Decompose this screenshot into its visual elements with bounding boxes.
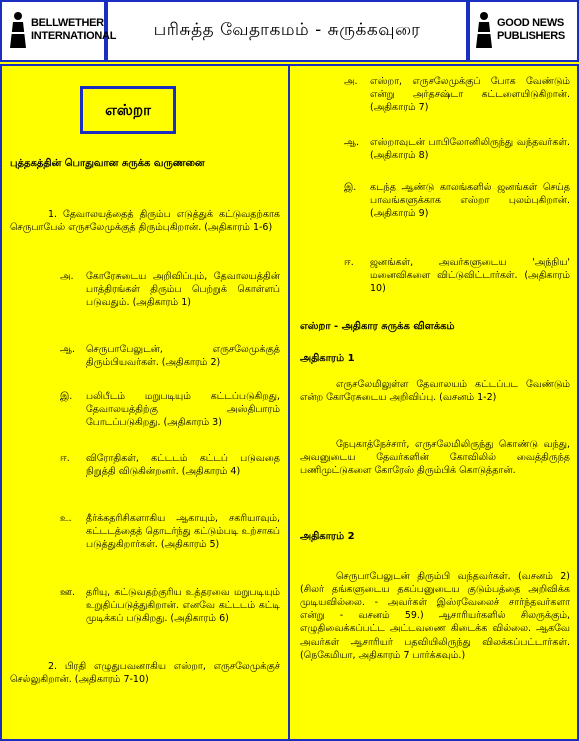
- right-subitem-a-mark: அ.: [344, 76, 358, 87]
- good-news-logo-line1: GOOD NEWS: [497, 17, 564, 30]
- left-subitem-i-text: பலிபீடம் மறுபடியும் கட்டப்படுகிறது, தேவாலயத்திற்கு அஸ்திபாரம் போடப்படுகிறது. (அதிகாரம் 3): [86, 391, 280, 429]
- left-subitem-uu-text: தரியு, கட்டுவதற்குரிய உத்தரவை மறுபடியும் உறுதிப்படுத்துகிறான். எனவே கட்டடம் கட்டி முடிக்கப் படுகிறது. (அதிகாரம் 6): [86, 587, 280, 625]
- left-subitem-uu-mark: ஊ.: [60, 587, 75, 598]
- right-subitem-ii: [344, 256, 570, 295]
- right-subitem-aa-text: எஸ்றாவுடன் பாபிலோனிலிருந்து வந்தவர்கள். (அதிகாரம் 8): [370, 137, 570, 162]
- point-1: 1. தேவாலயத்தைத் திரும்ப எடுத்துக் கட்டுவதற்காக செருபாபேல் எருசலேமுக்குத் திரும்புகிறான். (அதிகாரம் 1-6): [10, 209, 280, 234]
- good-news-logo: [474, 10, 565, 50]
- left-subitem-a-mark: அ.: [60, 271, 74, 282]
- right-subitem-i: [344, 181, 570, 220]
- bellwether-logo: [8, 10, 116, 50]
- chapter-1-para-1: எருசலேமிலுள்ள தேவாலயம் கட்டப்பட வேண்டும் என்ற கோரேசுடைய அறிவிப்பு. (வசனம் 1-2): [300, 379, 570, 404]
- right-subitem-i-mark: இ.: [344, 182, 357, 193]
- page-title: பரிசுத்த வேதாகமம் - சுருக்கவுரை: [153, 20, 421, 41]
- left-subitem-aa: [60, 343, 280, 369]
- left-subitem-aa-mark: ஆ.: [60, 344, 76, 355]
- left-subitem-i-mark: இ.: [60, 391, 73, 402]
- chapter-2-heading: அதிகாரம் 2: [300, 531, 355, 542]
- point-2: 2. பிரதி எழுதுபவனாகிய எஸ்றா, எருசலேமுக்குச் செல்லுகிறான். (அதிகாரம் 7-10): [10, 661, 280, 686]
- right-subitem-ii-mark: ஈ.: [344, 257, 354, 268]
- chapter-1-para-2: நேபுகாத்நேச்சார், எருசலேமிலிருந்து கொண்டு வந்து, அவனுடைய தேவர்களின் கோவிலில் வைத்திருந்த பணிமுட்டுகளை கோரேஸ் திரும்பிக் கொடுத்தான்.: [300, 439, 570, 477]
- summary-heading: புத்தகத்தின் பொதுவான சுருக்க வருணனை: [10, 158, 205, 169]
- left-subitem-ii-mark: ஈ.: [60, 453, 70, 464]
- right-subitem-aa: [344, 136, 570, 162]
- left-subitem-i: [60, 390, 280, 429]
- chapter-summary-heading: எஸ்றா - அதிகார சுருக்க விளக்கம்: [300, 321, 455, 332]
- chapter-2-para-1: செருபாபேலுடன் திரும்பி வந்தவர்கள். (வசனம் 2) (சிலர் தங்களுடைய தகப்பனுடைய குடும்பத்தை அறிவிக்க முடியவில்லை. - அவர்கள் இஸ்ரவேலைச் சார்ந்தவர்களா என்று - வசனம் 59.) ஆசாரியர்களில் சிலருக்கும், எழுதிவைக்கப்பட்ட அட்டவணை கிடைக்க வில்லை. ஆகவே அவர்கள் ஆசாரியர் பதவியிலிருந்து விலக்கப்பட்டார்கள். (நெகேமியா, அதிகாரம் 7 பார்க்கவும்.): [300, 571, 570, 661]
- bellwether-logo-line2: INTERNATIONAL: [31, 30, 117, 42]
- right-subitem-i-text: கடந்த ஆண்டு காலங்களில் ஜனங்கள் செய்த பாவங்களுக்காக எஸ்றா புலம்புகிறான். (அதிகாரம் 9): [370, 182, 570, 220]
- chapter-1-heading: அதிகாரம் 1: [300, 353, 355, 364]
- bellwether-logo-icon: [8, 10, 28, 50]
- right-subitem-aa-mark: ஆ.: [344, 137, 360, 148]
- left-subitem-ii: [60, 452, 280, 478]
- left-subitem-u-text: தீர்க்கதரிசிகளாகிய ஆகாயும், சகரியாவும், கட்டடத்தைத் தொடர்ந்து கட்டும்படி உற்சாகப் படுத்துகிறார்கள். (அதிகாரம் 5): [86, 513, 280, 551]
- left-subitem-a: [60, 270, 280, 309]
- right-subitem-ii-text: ஜனங்கள், அவர்களுடைய 'அந்நிய' மனைவிகளை விட்டுவிட்டார்கள். (அதிகாரம் 10): [370, 257, 570, 295]
- left-subitem-uu: [60, 586, 280, 625]
- good-news-logo-line2: PUBLISHERS: [497, 30, 565, 42]
- right-subitem-a: [344, 75, 570, 114]
- left-subitem-u-mark: உ.: [60, 513, 72, 524]
- left-subitem-aa-text: செருபாபேலுடன், எருசலேமுக்குத் திரும்பியவர்கள். (அதிகாரம் 2): [86, 344, 280, 369]
- left-subitem-u: [60, 512, 280, 551]
- bellwether-logo-line1: BELLWETHER: [31, 17, 104, 30]
- left-subitem-a-text: கோரேசுடைய அறிவிப்பும், தேவாலயத்தின் பாத்திரங்கள் திரும்ப பெற்றுக் கொள்ளப் படுவதும். (அதிகாரம் 1): [86, 271, 280, 309]
- right-subitem-a-text: எஸ்றா, எருசலேமுக்குப் போக வேண்டும் என்று அர்தசஷ்டா கட்டளையிடுகிறான். (அதிகாரம் 7): [370, 76, 570, 114]
- left-subitem-ii-text: விரோதிகள், கட்டடம் கட்டப் படுவதை நிறுத்தி விடுகின்றனர். (அதிகாரம் 4): [86, 453, 280, 478]
- book-title: எஸ்றா: [80, 86, 176, 134]
- good-news-logo-icon: [474, 10, 494, 50]
